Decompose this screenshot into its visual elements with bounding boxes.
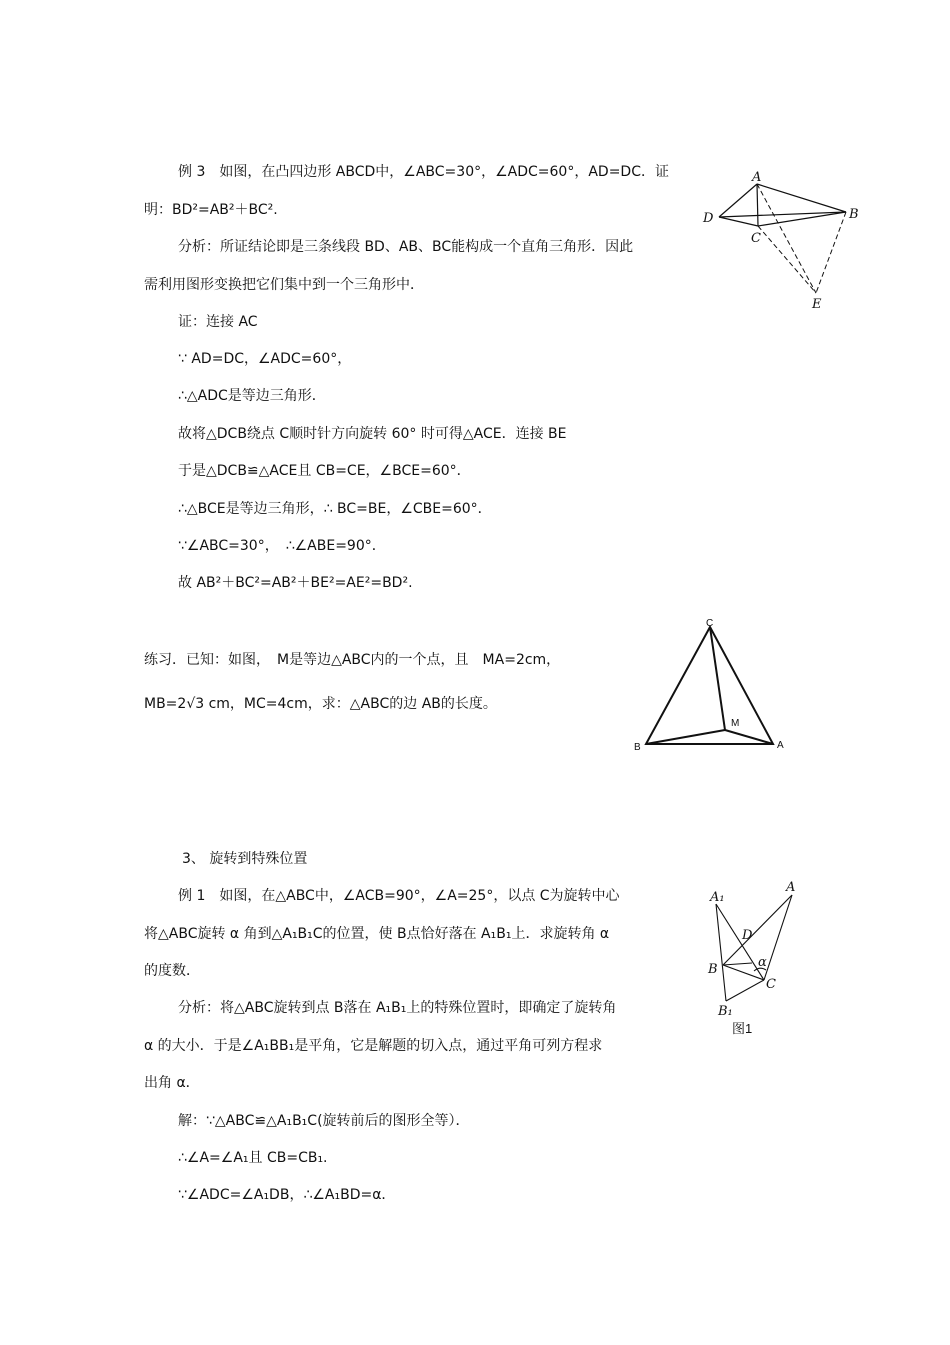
text-line: 于是△DCB≌△ACE且 CB=CE，∠BCE=60°．: [178, 463, 471, 479]
label-E: E: [812, 297, 822, 312]
label-C: C: [706, 618, 714, 629]
text-line: 故 AB²＋BC²=AB²＋BE²=AE²=BD².: [178, 575, 413, 591]
text-line: 分析：所证结论即是三条线段 BD、AB、BC能构成一个直角三角形．因此: [178, 239, 634, 255]
label-B1: B₁: [718, 1004, 733, 1019]
text-line: α 的大小．于是∠A₁BB₁是平角，它是解题的切入点，通过平角可列方程求: [144, 1038, 603, 1054]
text-line: 练习．已知：如图， M是等边△ABC内的一个点，且 MA=2cm，: [144, 652, 561, 668]
section-heading: 3、 旋转到特殊位置: [182, 851, 308, 867]
text-line: ∴∠A=∠A₁且 CB=CB₁.: [178, 1150, 328, 1166]
text-line: 例 3 如图，在凸四边形 ABCD中，∠ABC=30°，∠ADC=60°，AD=DC．证: [178, 164, 669, 180]
text-line: 明：BD²=AB²＋BC².: [144, 202, 278, 218]
label-B: B: [634, 742, 641, 753]
label-A: A: [786, 880, 796, 895]
text-line: 需利用图形变换把它们集中到一个三角形中．: [144, 277, 424, 293]
label-A: A: [777, 740, 784, 751]
label-C: C: [766, 977, 776, 992]
label-D: D: [742, 928, 753, 943]
label-B: B: [849, 207, 859, 222]
text-line: 证：连接 AC: [178, 314, 258, 330]
text-line: 故将△DCB绕点 C顺时针方向旋转 60° 时可得△ACE．连接 BE: [178, 426, 567, 442]
text-line: ∵ AD=DC，∠ADC=60°，: [178, 351, 352, 367]
label-A1: A₁: [710, 890, 725, 905]
quadrilateral-figure: [700, 165, 870, 315]
figure-caption: 图1: [732, 1021, 753, 1036]
text-line: ∴△ADC是等边三角形．: [178, 388, 326, 404]
label-D: D: [703, 211, 714, 226]
label-A: A: [752, 170, 762, 185]
text-line: 例 1 如图，在△ABC中，∠ACB=90°，∠A=25°，以点 C为旋转中心: [178, 888, 620, 904]
rotation-figure: [702, 875, 812, 1040]
text-line: ∴△BCE是等边三角形，∴ BC=BE，∠CBE=60°．: [178, 501, 492, 517]
text-line: ∵∠ABC=30°， ∴∠ABE=90°．: [178, 538, 386, 554]
label-alpha: α: [758, 955, 767, 970]
text-line: 分析：将△ABC旋转到点 B落在 A₁B₁上的特殊位置时，即确定了旋转角: [178, 1000, 617, 1016]
text-line: 将△ABC旋转 α 角到△A₁B₁C的位置，使 B点恰好落在 A₁B₁上．求旋转角 α: [144, 926, 610, 942]
text-line: ∵∠ADC=∠A₁DB，∴∠A₁BD=α．: [178, 1187, 396, 1203]
label-M: M: [731, 718, 740, 729]
text-line: 出角 α．: [144, 1075, 200, 1091]
text-line: MB=2√3 cm，MC=4cm，求：△ABC的边 AB的长度。: [144, 696, 497, 712]
text-line: 的度数．: [144, 963, 200, 979]
triangle-figure: [630, 615, 795, 760]
label-C: C: [751, 231, 761, 246]
label-B: B: [708, 962, 718, 977]
text-line: 解：∵△ABC≌△A₁B₁C(旋转前后的图形全等）．: [178, 1113, 470, 1129]
